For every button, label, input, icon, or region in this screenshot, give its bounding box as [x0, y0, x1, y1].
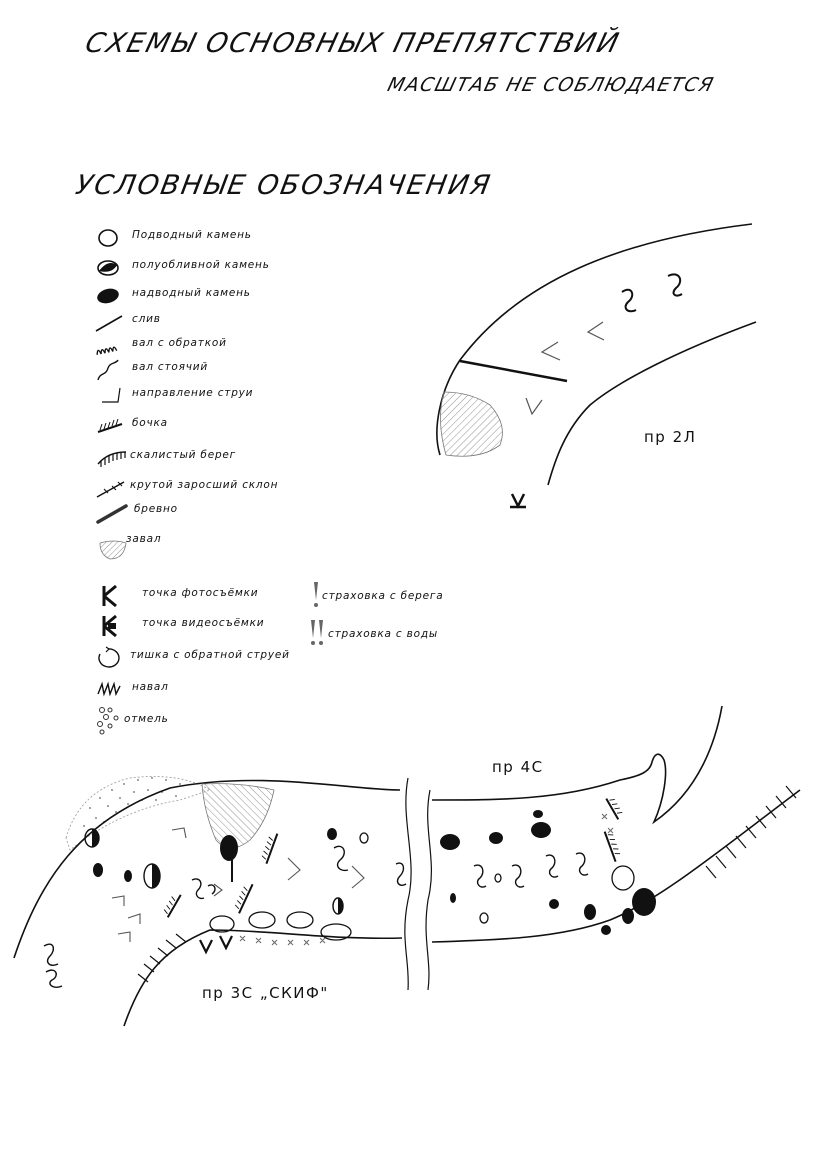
legend-label: точка видеосъёмки — [142, 617, 265, 629]
steep-slope-marks — [602, 814, 613, 833]
legend-label: вал стоячий — [132, 361, 208, 373]
legend-label: страховка с воды — [328, 628, 439, 640]
map-label-2l: пр 2Л — [644, 428, 697, 446]
blockage — [202, 784, 274, 848]
legend-title: УСЛОВНЫЕ ОБОЗНАЧЕНИЯ — [73, 170, 495, 201]
shoal-dots — [83, 777, 181, 827]
legend-label: завал — [126, 533, 162, 545]
legend-label: направление струи — [132, 387, 254, 399]
legend-label: страховка с берега — [322, 590, 444, 602]
map-break — [405, 778, 432, 990]
legend-label: крутой заросший склон — [130, 479, 279, 491]
underwater-rocks — [210, 833, 634, 940]
legend-label: тишка с обратной струей — [130, 649, 290, 661]
standing-waves — [44, 846, 588, 987]
upper-bank — [14, 706, 722, 958]
legend-label: скалистый берег — [130, 449, 237, 461]
map-label-3c: пр 3С „СКИФ" — [202, 984, 329, 1002]
legend-label: бочка — [132, 417, 168, 429]
page-title: СХЕМЫ ОСНОВНЫХ ПРЕПЯТСТВИЙ — [82, 28, 624, 59]
legend-label: навал — [132, 681, 169, 693]
legend-label: бревно — [134, 503, 178, 515]
legend-label: надводный камень — [132, 287, 251, 299]
map-label-4c: пр 4С — [492, 758, 544, 776]
photo-points — [200, 936, 232, 952]
legend-label: вал с обраткой — [132, 337, 227, 349]
legend-label: отмель — [124, 713, 169, 725]
legend-label: Подводный камень — [132, 229, 252, 241]
shoal-area — [66, 777, 210, 851]
scale-note: МАСШТАБ НЕ СОБЛЮДАЕТСЯ — [385, 74, 717, 96]
legend-label: слив — [132, 313, 161, 325]
steep-slope — [240, 936, 325, 945]
legend-label: точка фотосъёмки — [142, 587, 259, 599]
legend-label: полуобливной камень — [132, 259, 270, 271]
